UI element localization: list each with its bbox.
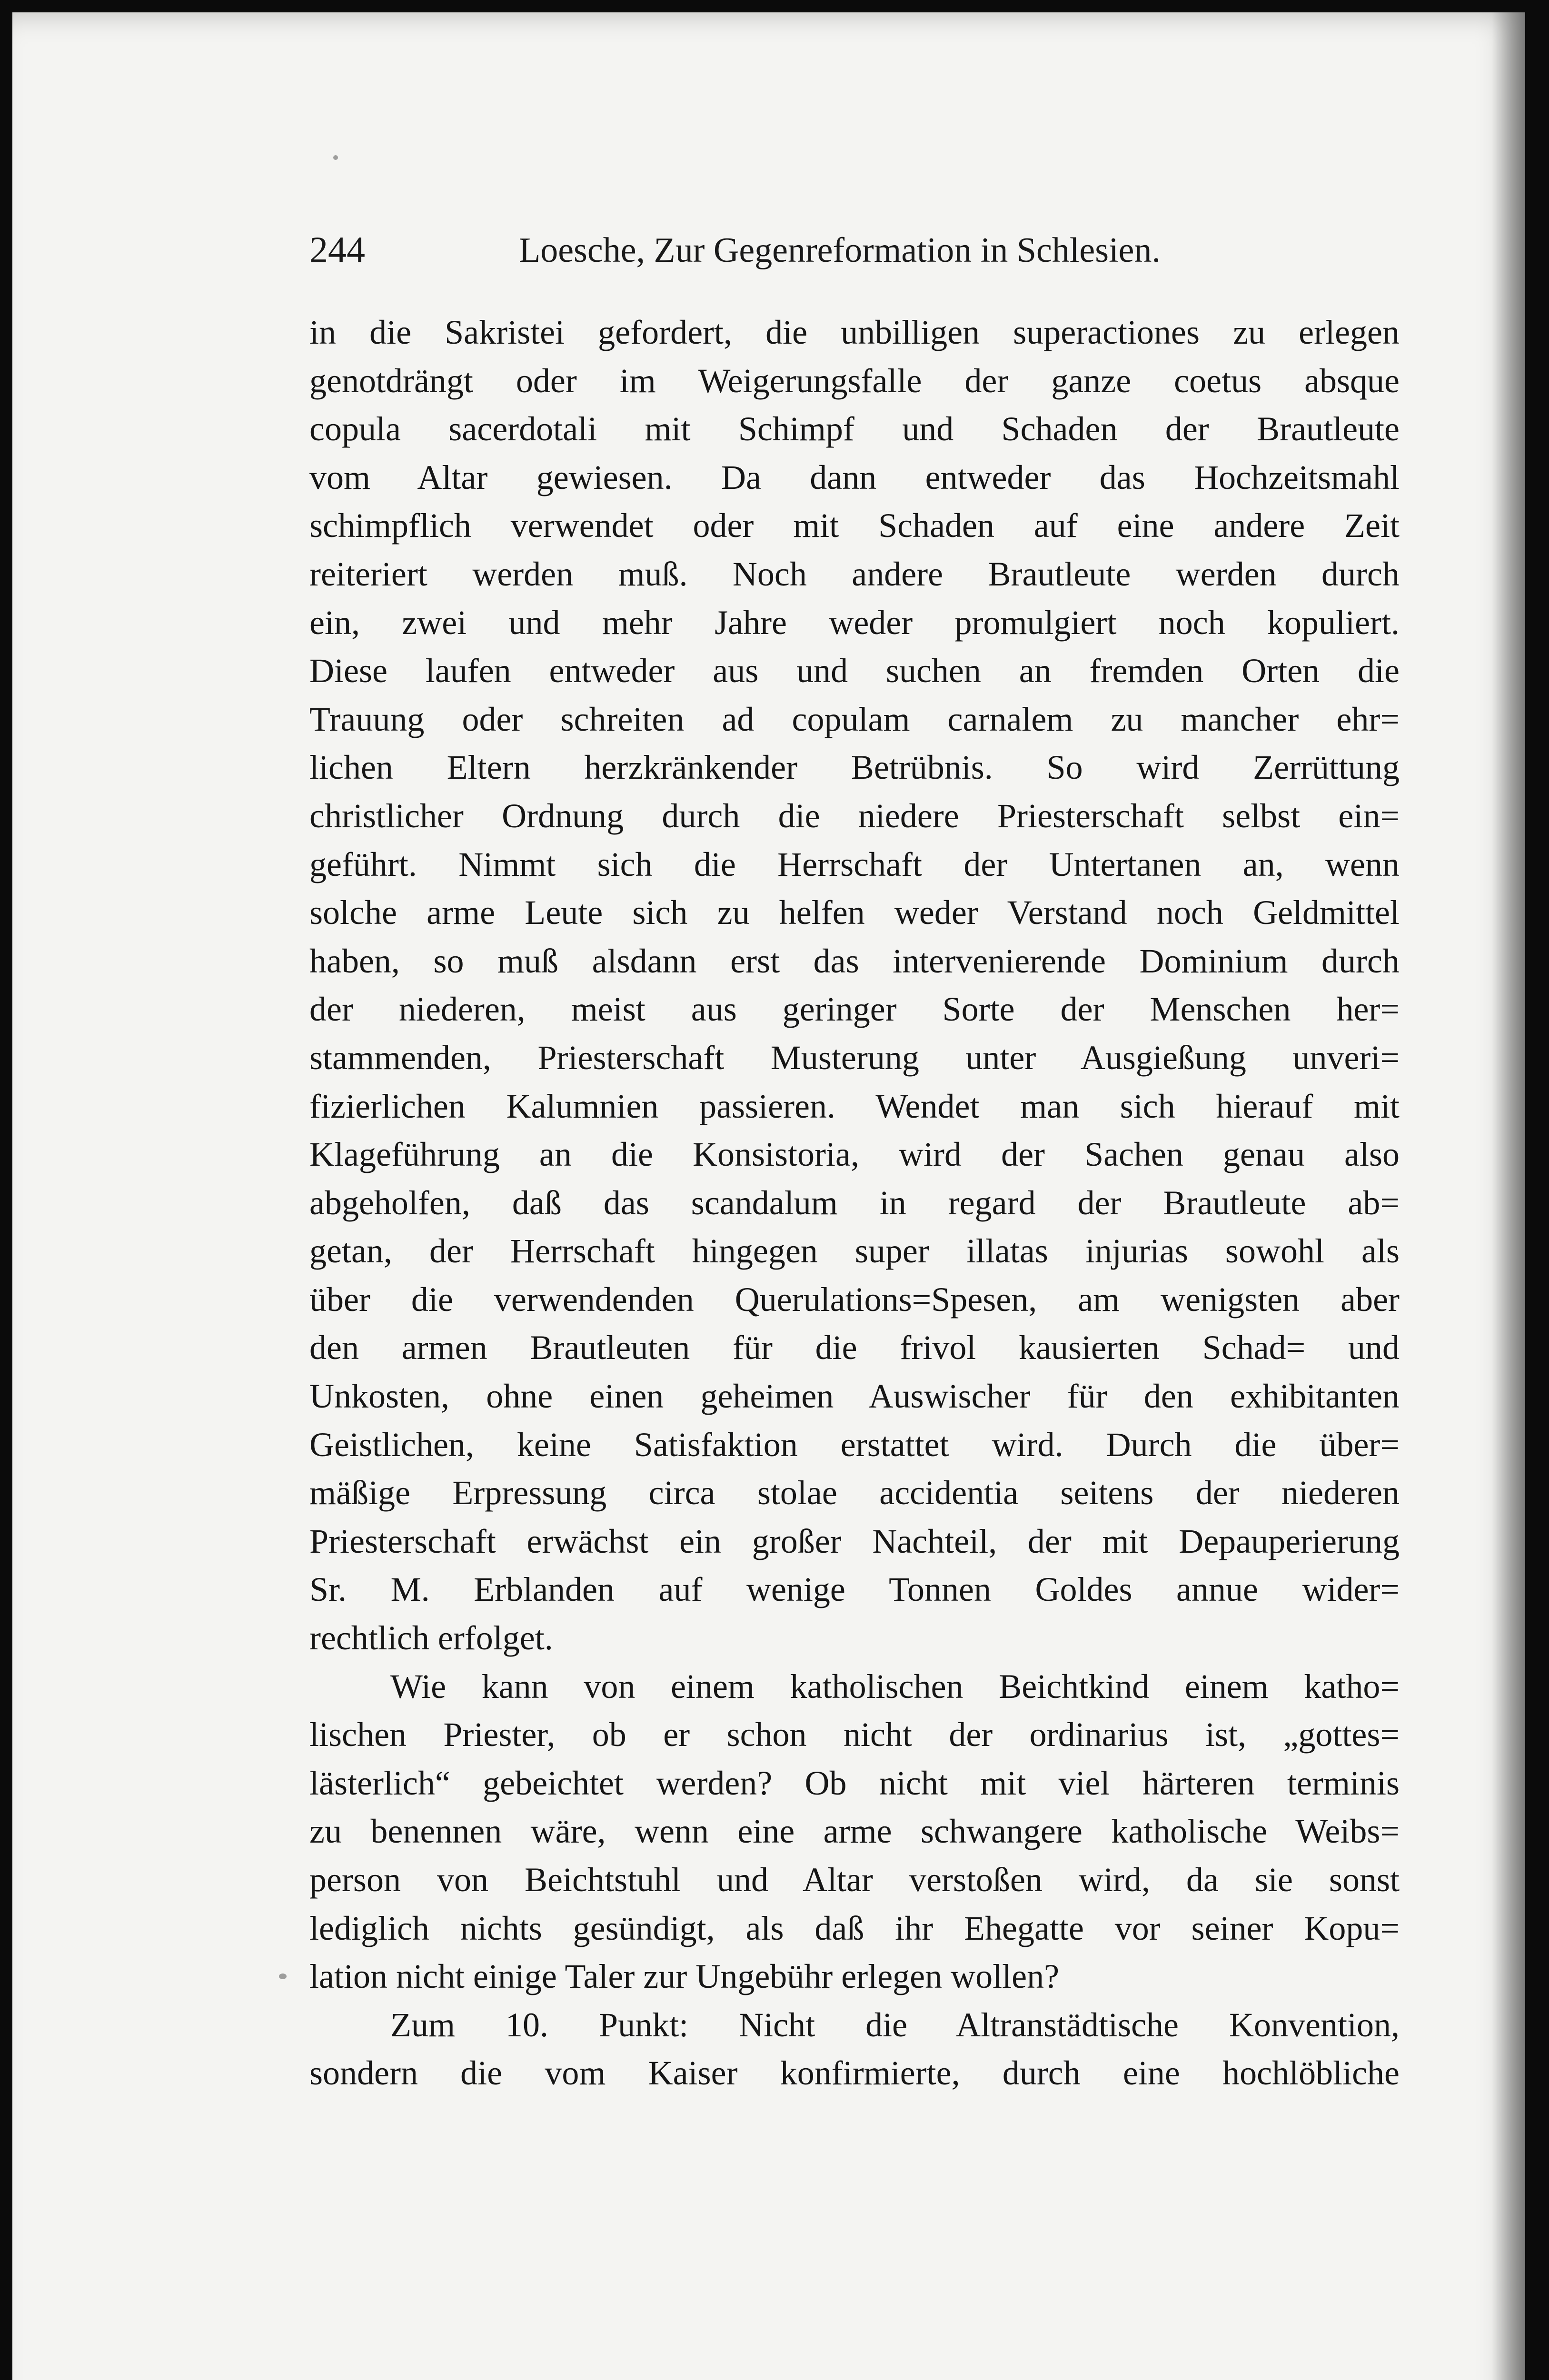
text-line: Diese laufen entweder aus und suchen an fremden Orten die (309, 652, 1400, 690)
running-title: Loesche, Zur Gegenreformation in Schlesien. (519, 231, 1161, 270)
text-line: ein, zwei und mehr Jahre weder promulgiert noch kopuliert. (309, 603, 1400, 642)
text-line: christlicher Ordnung durch die niedere Priesterschaft selbst ein= (309, 796, 1400, 835)
text-line: copula sacerdotali mit Schimpf und Schaden der Brautleute (309, 410, 1400, 448)
text-line: Unkosten, ohne einen geheimen Auswischer für den exhibitanten (309, 1377, 1400, 1416)
text-line: abgeholfen, daß das scandalum in regard der Brautleute ab= (309, 1183, 1400, 1222)
text-line: Wie kann von einem katholischen Beichtkind einem katho= (390, 1667, 1400, 1706)
text-line: Geistlichen, keine Satisfaktion erstattet wird. Durch die über= (309, 1425, 1400, 1464)
paragraph-1 (309, 308, 1400, 1663)
page-number: 244 (309, 229, 365, 270)
text-line: in die Sakristei gefordert, die unbilligen superactiones zu erlegen (309, 313, 1400, 351)
dust-speck (279, 1973, 287, 1979)
text-line: lediglich nichts gesündigt, als daß ihr Ehegatte vor seiner Kopu= (309, 1909, 1400, 1947)
text-line: sondern die vom Kaiser konfirmierte, durch eine hochlöbliche (309, 2054, 1400, 2092)
text-line: rechtlich erfolget. (309, 1619, 553, 1657)
text-line: lichen Eltern herzkränkender Betrübnis. So wird Zerrüttung (309, 748, 1400, 787)
paragraph-2 (309, 1663, 1400, 2001)
text-line: solche arme Leute sich zu helfen weder Verstand noch Geldmittel (309, 893, 1400, 932)
text-line: über die verwendenden Querulations=Spesen, am wenigsten aber (309, 1280, 1400, 1319)
text-line: Zum 10. Punkt: Nicht die Altranstädtische Konvention, (390, 2005, 1400, 2044)
page-edge-shadow (1492, 12, 1525, 2380)
text-line: person von Beichtstuhl und Altar verstoßen wird, da sie sonst (309, 1861, 1400, 1899)
text-line: haben, so muß alsdann erst das intervenierende Dominium durch (309, 942, 1400, 980)
text-line: Klageführung an die Konsistoria, wird der Sachen genau also (309, 1135, 1400, 1174)
text-line: lation nicht einige Taler zur Ungebühr erlegen wollen? (309, 1957, 1060, 1996)
text-line: reiteriert werden muß. Noch andere Brautleute werden durch (309, 555, 1400, 593)
text-line: vom Altar gewiesen. Da dann entweder das Hochzeitsmahl (309, 458, 1400, 496)
running-head (309, 228, 1195, 286)
text-line: geführt. Nimmt sich die Herrschaft der Untertanen an, wenn (309, 845, 1400, 883)
text-line: den armen Brautleuten für die frivol kausierten Schad= und (309, 1329, 1400, 1367)
text-line: lischen Priester, ob er schon nicht der ordinarius ist, „gottes= (309, 1716, 1400, 1754)
text-line: Trauung oder schreiten ad copulam carnalem zu mancher ehr= (309, 700, 1400, 738)
text-line: Priesterschaft erwächst ein großer Nachteil, der mit Depauperierung (309, 1522, 1400, 1560)
text-line: Sr. M. Erblanden auf wenige Tonnen Goldes annue wider= (309, 1570, 1400, 1609)
text-line: der niederen, meist aus geringer Sorte der Menschen her= (309, 990, 1400, 1029)
dust-speck (333, 155, 338, 160)
text-line: stammenden, Priesterschaft Musterung unter Ausgießung unveri= (309, 1038, 1400, 1077)
text-line: lästerlich“ gebeichtet werden? Ob nicht mit viel härteren terminis (309, 1764, 1400, 1802)
body-text (309, 308, 1400, 2098)
paragraph-3 (309, 2001, 1400, 2098)
text-line: genotdrängt oder im Weigerungsfalle der ganze coetus absque (309, 361, 1400, 400)
text-line: fizierlichen Kalumnien passieren. Wendet man sich hierauf mit (309, 1087, 1400, 1125)
text-line: mäßige Erpressung circa stolae accidentia seitens der niederen (309, 1474, 1400, 1512)
text-line: zu benennen wäre, wenn eine arme schwangere katholische Weibs= (309, 1812, 1400, 1851)
text-line: schimpflich verwendet oder mit Schaden auf eine andere Zeit (309, 506, 1400, 545)
text-line: getan, der Herrschaft hingegen super illatas injurias sowohl als (309, 1232, 1400, 1270)
